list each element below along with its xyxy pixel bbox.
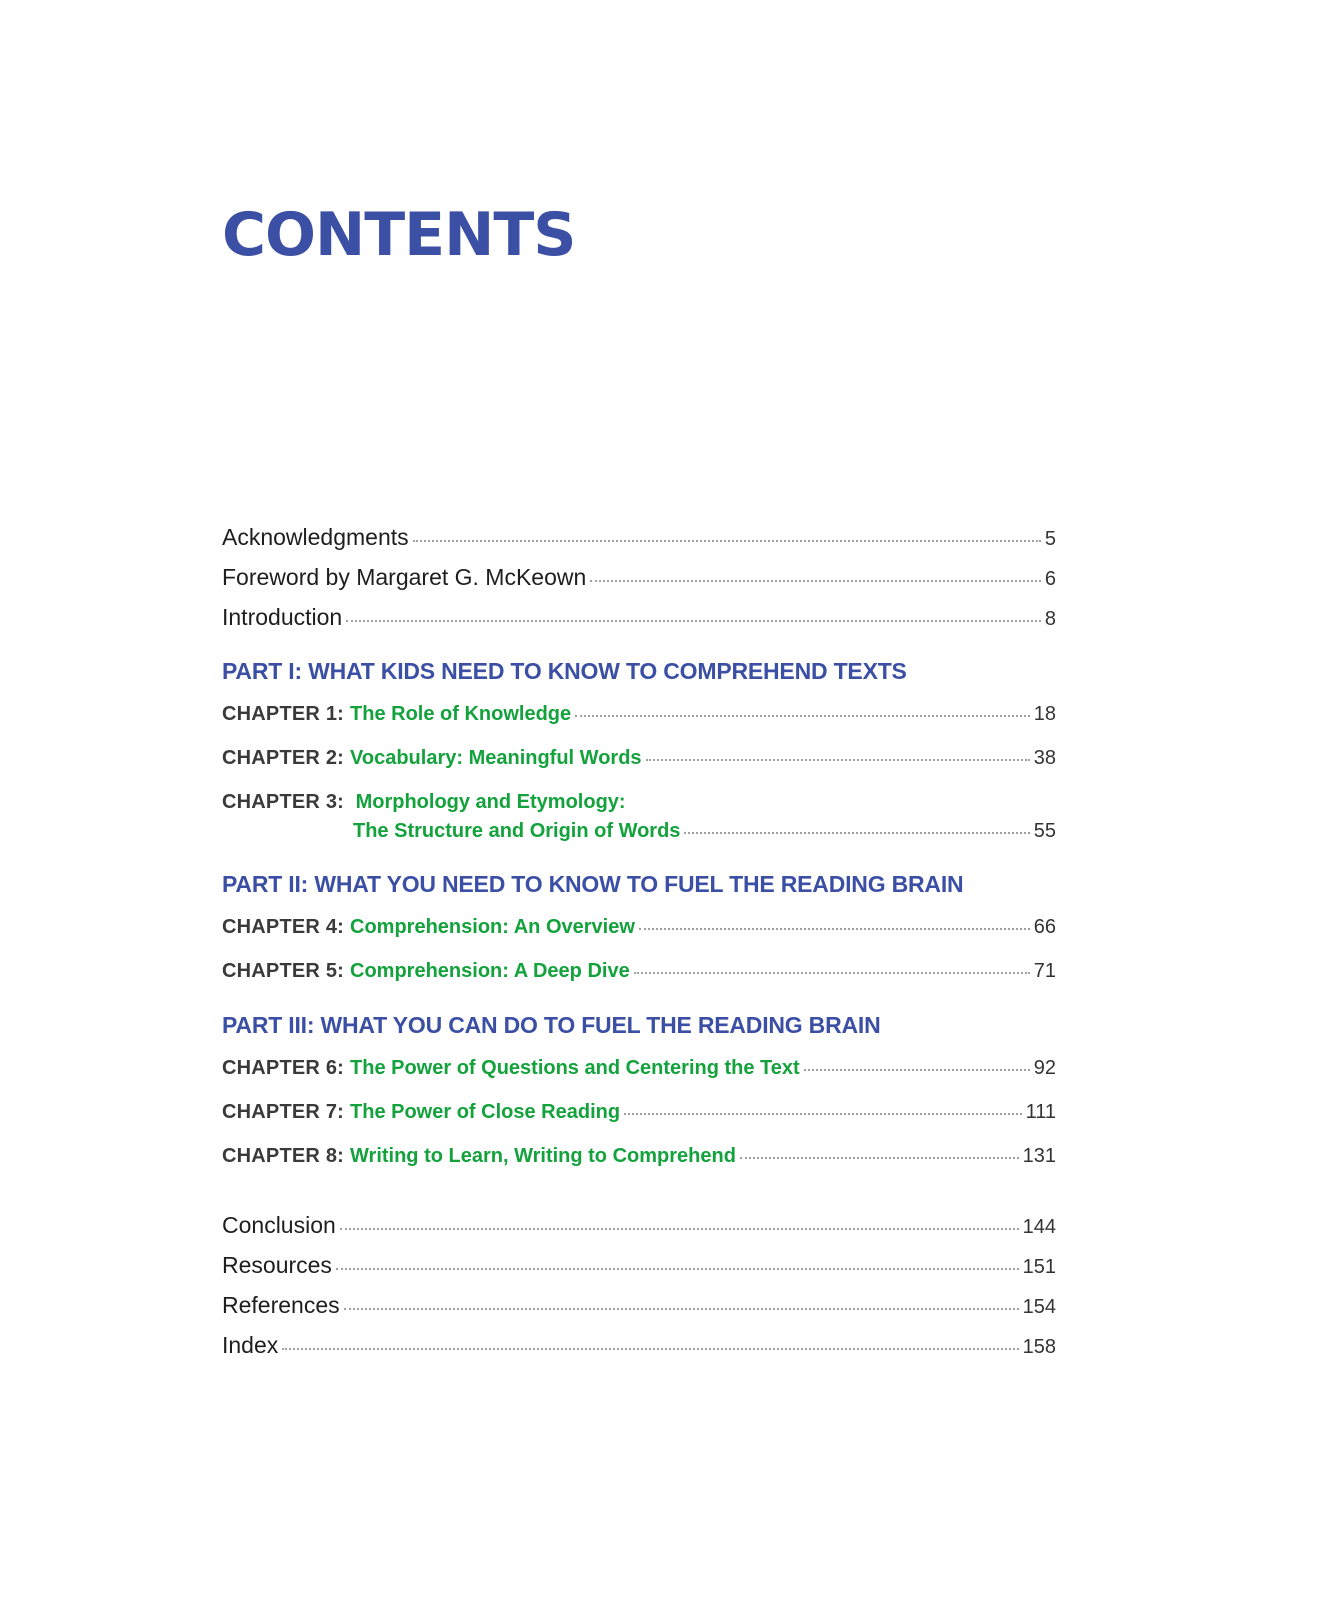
entry-label: References bbox=[222, 1292, 340, 1318]
chapter-label: CHAPTER 3: bbox=[222, 791, 345, 813]
chapter-list-part-2 bbox=[222, 916, 1056, 1004]
chapter-title-line-1: Morphology and Etymology: bbox=[355, 791, 626, 813]
page-number: 154 bbox=[1022, 1296, 1056, 1318]
toc-entry-chapter-6[interactable] bbox=[222, 1057, 1056, 1101]
toc-entry-chapter-1[interactable] bbox=[222, 703, 1056, 747]
toc-entry-chapter-5[interactable] bbox=[222, 960, 1056, 1004]
dot-leader bbox=[624, 1112, 1022, 1115]
page-number: 18 bbox=[1033, 703, 1056, 725]
dot-leader bbox=[282, 1347, 1018, 1350]
page-number: 158 bbox=[1022, 1336, 1056, 1358]
back-matter-list bbox=[222, 1212, 1056, 1372]
page-number: 151 bbox=[1022, 1256, 1056, 1278]
chapter-list-part-1 bbox=[222, 703, 1056, 843]
chapter-title: The Power of Questions and Centering the Text bbox=[350, 1057, 800, 1079]
chapter-title: Comprehension: A Deep Dive bbox=[350, 960, 630, 982]
toc-entry-chapter-3[interactable] bbox=[222, 791, 1056, 843]
chapter-label: CHAPTER 6: bbox=[222, 1057, 345, 1079]
dot-leader bbox=[575, 714, 1030, 717]
dot-leader bbox=[804, 1068, 1030, 1071]
toc-entry-references[interactable] bbox=[222, 1292, 1056, 1332]
front-matter-list bbox=[222, 524, 1056, 644]
dot-leader bbox=[634, 971, 1030, 974]
dot-leader bbox=[340, 1227, 1019, 1230]
page-number: 5 bbox=[1044, 528, 1056, 550]
dot-leader bbox=[590, 579, 1041, 582]
part-heading-2: PART II: WHAT YOU NEED TO KNOW TO FUEL THE READING BRAIN bbox=[222, 871, 964, 897]
chapter-list-part-3 bbox=[222, 1057, 1056, 1189]
toc-entry-chapter-7[interactable] bbox=[222, 1101, 1056, 1145]
chapter-label: CHAPTER 5: bbox=[222, 960, 345, 982]
toc-entry-conclusion[interactable] bbox=[222, 1212, 1056, 1252]
toc-entry-resources[interactable] bbox=[222, 1252, 1056, 1292]
part-heading-3: PART III: WHAT YOU CAN DO TO FUEL THE READING BRAIN bbox=[222, 1012, 881, 1038]
dot-leader bbox=[344, 1307, 1019, 1310]
toc-entry-index[interactable] bbox=[222, 1332, 1056, 1372]
chapter-label: CHAPTER 7: bbox=[222, 1101, 345, 1123]
chapter-title: The Role of Knowledge bbox=[350, 703, 572, 725]
page-number: 111 bbox=[1025, 1101, 1056, 1123]
page-number: 8 bbox=[1044, 608, 1056, 630]
page-number: 92 bbox=[1033, 1057, 1056, 1079]
entry-label: Index bbox=[222, 1332, 279, 1358]
page-number: 66 bbox=[1033, 916, 1056, 938]
dot-leader bbox=[336, 1267, 1019, 1270]
toc-entry-chapter-2[interactable] bbox=[222, 747, 1056, 791]
page-number: 38 bbox=[1033, 747, 1056, 769]
entry-label: Conclusion bbox=[222, 1212, 336, 1238]
toc-entry-chapter-4[interactable] bbox=[222, 916, 1056, 960]
page-number: 55 bbox=[1033, 820, 1056, 842]
entry-label: Foreword by Margaret G. McKeown bbox=[222, 564, 587, 590]
chapter-label: CHAPTER 1: bbox=[222, 703, 345, 725]
page-title: CONTENTS bbox=[222, 200, 576, 270]
dot-leader bbox=[740, 1156, 1019, 1159]
chapter-title-line-2: The Structure and Origin of Words bbox=[353, 820, 681, 842]
entry-label: Acknowledgments bbox=[222, 524, 409, 550]
dot-leader bbox=[346, 619, 1041, 622]
chapter-label: CHAPTER 2: bbox=[222, 747, 345, 769]
dot-leader bbox=[413, 539, 1041, 542]
page-number: 6 bbox=[1044, 568, 1056, 590]
chapter-label: CHAPTER 8: bbox=[222, 1145, 345, 1167]
dot-leader bbox=[684, 831, 1029, 834]
toc-entry-introduction[interactable] bbox=[222, 604, 1056, 644]
page-number: 71 bbox=[1033, 960, 1056, 982]
entry-label: Resources bbox=[222, 1252, 332, 1278]
chapter-title: The Power of Close Reading bbox=[350, 1101, 621, 1123]
dot-leader bbox=[639, 927, 1030, 930]
entry-label: Introduction bbox=[222, 604, 343, 630]
chapter-title: Vocabulary: Meaningful Words bbox=[350, 747, 642, 769]
chapter-title: Comprehension: An Overview bbox=[350, 916, 635, 938]
toc-entry-acknowledgments[interactable] bbox=[222, 524, 1056, 564]
page-number: 131 bbox=[1022, 1145, 1056, 1167]
toc-entry-chapter-8[interactable] bbox=[222, 1145, 1056, 1189]
page-number: 144 bbox=[1022, 1216, 1056, 1238]
part-heading-1: PART I: WHAT KIDS NEED TO KNOW TO COMPREHEND TEXTS bbox=[222, 658, 907, 684]
chapter-label: CHAPTER 4: bbox=[222, 916, 345, 938]
toc-entry-foreword[interactable] bbox=[222, 564, 1056, 604]
chapter-title: Writing to Learn, Writing to Comprehend bbox=[350, 1145, 736, 1167]
dot-leader bbox=[646, 758, 1030, 761]
